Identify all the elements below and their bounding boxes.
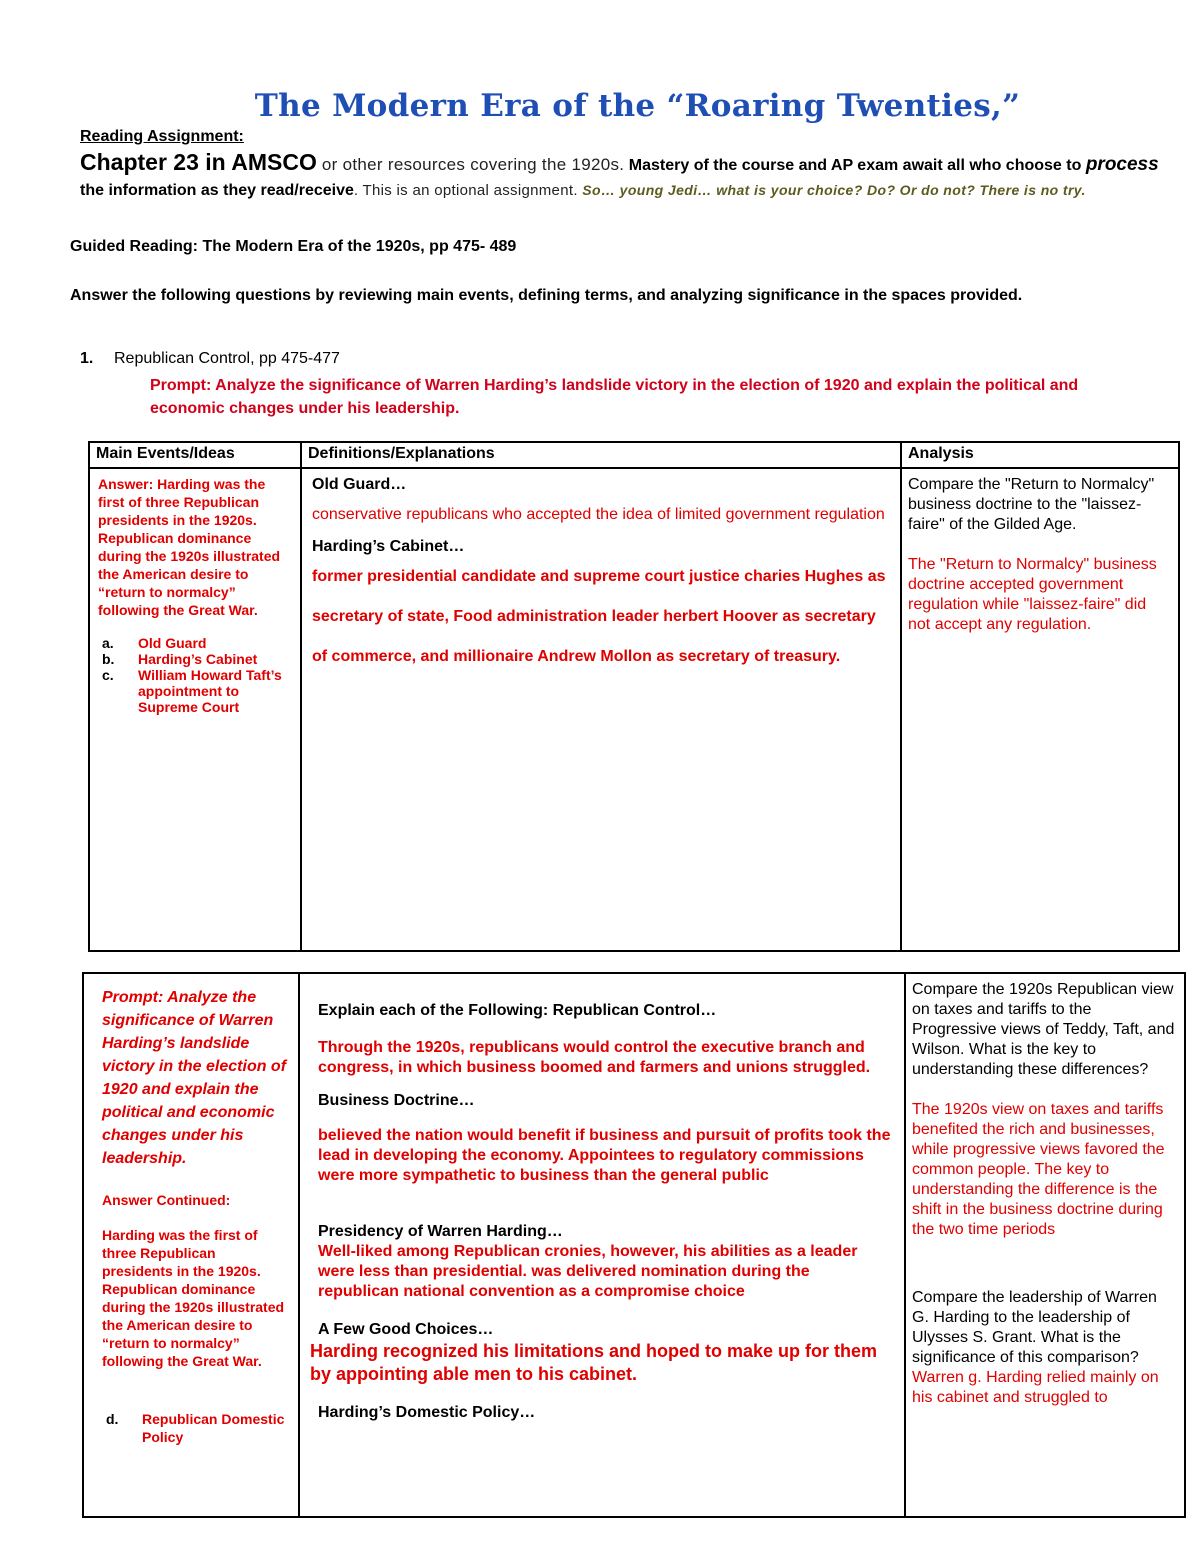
- chapter-reference: Chapter 23 in AMSCO: [80, 149, 317, 175]
- instructions: Answer the following questions by reviewing main events, defining terms, and analyzing significance in the spaces provided.: [70, 287, 1023, 304]
- definitions-cell[interactable]: [299, 973, 905, 1517]
- analysis-answer: The "Return to Normalcy" business doctrine accepted government regulation while "laissez-faire" did not accept any regulation.: [908, 556, 1157, 633]
- analysis-cell[interactable]: [905, 973, 1185, 1517]
- doctrine-answer: believed the nation would benefit if business and pursuit of profits took the lead in developing the economy. Appointees to regulatory commissions were more sympathetic to business than the general public: [318, 1127, 891, 1184]
- domestic-label: Harding’s Domestic Policy…: [318, 1404, 536, 1421]
- intro-mastery: Mastery of the course and AP exam await all who choose to: [624, 157, 1086, 174]
- cabinet-answer: former presidential candidate and supreme court justice charies Hughes as secretary of state, Food administration leader herbert Hoover as secretary of commerce, and millionaire Andrew Mollon as secretary of treasury.: [312, 568, 886, 665]
- column-header-main-events: Main Events/Ideas: [89, 442, 301, 468]
- table-main-events-1: [88, 441, 1180, 952]
- list-item: a. Old Guard: [102, 635, 207, 651]
- choices-answer: Harding recognized his limitations and hoped to make up for them by appointing able men to his cabinet.: [310, 1341, 878, 1384]
- definitions-cell[interactable]: [301, 468, 901, 951]
- main-events-list: [102, 1410, 288, 1446]
- old-guard-label: Old Guard…: [312, 476, 407, 493]
- main-events-list: [98, 635, 292, 715]
- reading-assignment-label: Reading Assignment:: [80, 128, 244, 145]
- list-item: d. Republican Domestic Policy: [106, 1411, 285, 1445]
- prompt-repeat: Prompt: Analyze the significance of Warren Harding’s landslide victory in the election of 1920 and explain the political and economic changes under his leadership.: [102, 989, 287, 1167]
- analysis-answer: The 1920s view on taxes and tariffs benefited the rich and businesses, while progressive views favored the common people. The key to understanding the difference is the shift in the business doctrine during the two time periods: [912, 1101, 1165, 1238]
- intro-process: process: [1085, 154, 1159, 175]
- presidency-answer: Well-liked among Republican cronies, however, his abilities as a leader were less than presidential. was delivered nomination during the republican national convention as a compromise choice: [318, 1243, 858, 1300]
- intro-jedi: So… young Jedi… what is your choice? Do? Or do not? There is no try.: [582, 182, 1086, 198]
- intro-optional: . This is an optional assignment.: [353, 182, 583, 199]
- question-heading: Republican Control, pp 475-477: [114, 350, 340, 367]
- column-header-analysis: Analysis: [901, 442, 1179, 468]
- analysis-cell[interactable]: [901, 468, 1179, 951]
- analysis-answer: Warren g. Harding relied mainly on his cabinet and struggled to: [912, 1369, 1159, 1406]
- explain-label: Explain each of the Following: Republican Control…: [318, 1002, 717, 1019]
- choices-label: A Few Good Choices…: [318, 1321, 494, 1338]
- list-item: b. Harding’s Cabinet: [102, 651, 258, 667]
- intro-info: the information as they read/receive: [80, 182, 354, 199]
- main-events-cell[interactable]: [83, 973, 299, 1517]
- analysis-question: Compare the leadership of Warren G. Harding to the leadership of Ulysses S. Grant. What is the significance of this comparison?: [912, 1289, 1157, 1366]
- intro-resources: or other resources covering the 1920s.: [316, 155, 625, 174]
- doctrine-label: Business Doctrine…: [318, 1092, 475, 1109]
- analysis-question: Compare the "Return to Normalcy" business doctrine to the "laissez- faire" of the Gilded Age.: [908, 476, 1155, 533]
- explain-answer: Through the 1920s, republicans would control the executive branch and congress, in which business boomed and farmers and unions struggled.: [318, 1039, 871, 1076]
- column-header-definitions: Definitions/Explanations: [301, 442, 901, 468]
- main-events-answer: Answer: Harding was the first of three Republican presidents in the 1920s. Republican dominance during the 1920s illustrated the American desire to “return to normalcy” following the Great War.: [98, 476, 281, 618]
- answer-continued: Harding was the first of three Republican presidents in the 1920s. Republican dominance during the 1920s illustrated the American desire to “return to normalcy” following the Great War.: [102, 1227, 285, 1369]
- presidency-label: Presidency of Warren Harding…: [318, 1223, 563, 1240]
- guided-reading-heading: Guided Reading: The Modern Era of the 1920s, pp 475- 489: [70, 238, 517, 255]
- question-prompt: Prompt: Analyze the significance of Warren Harding’s landslide victory in the election of 1920 and explain the political and economic changes under his leadership.: [150, 377, 1079, 417]
- old-guard-answer: conservative republicans who accepted the idea of limited government regulation: [312, 506, 885, 523]
- cabinet-label: Harding’s Cabinet…: [312, 538, 465, 555]
- page-title: The Modern Era of the “Roaring Twenties,”: [254, 88, 1021, 124]
- analysis-question: Compare the 1920s Republican view on taxes and tariffs to the Progressive views of Teddy, Taft, and Wilson. What is the key to understanding these differences?: [912, 981, 1175, 1078]
- question-number: 1.: [80, 350, 94, 367]
- list-item: c. William Howard Taft’s appointment to Supreme Court: [102, 667, 282, 715]
- table-main-events-2: [82, 972, 1186, 1518]
- main-events-cell[interactable]: [89, 468, 301, 951]
- answer-continued-label: Answer Continued:: [102, 1192, 231, 1208]
- intro-paragraph: [80, 150, 1170, 203]
